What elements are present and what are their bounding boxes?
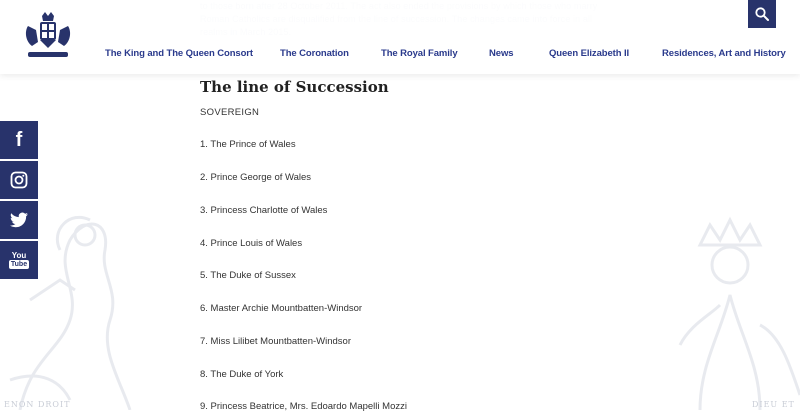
search-icon (755, 7, 769, 21)
nav-news[interactable]: News (489, 48, 514, 59)
nav-royal-family[interactable]: The Royal Family (381, 48, 458, 59)
page-title: The line of Succession (200, 78, 389, 96)
instagram-button[interactable] (0, 161, 38, 199)
youtube-icon-bottom: Tube (10, 261, 28, 268)
left-motto: ENON DROIT (4, 400, 71, 409)
youtube-button[interactable] (0, 241, 38, 279)
site-header (0, 0, 800, 74)
list-item: 4. Prince Louis of Wales (200, 238, 303, 249)
facebook-icon: f (15, 128, 23, 151)
nav-residences-art-history[interactable]: Residences, Art and History (662, 48, 786, 59)
list-item: 5. The Duke of Sussex (200, 270, 296, 281)
nav-coronation[interactable]: The Coronation (280, 48, 349, 59)
list-item: 2. Prince George of Wales (200, 172, 312, 183)
list-item: 1. The Prince of Wales (200, 139, 296, 150)
right-motto: DIEU ET (752, 400, 795, 409)
list-item: 7. Miss Lilibet Mountbatten-Windsor (200, 336, 352, 347)
sovereign-label: SOVEREIGN (200, 107, 260, 118)
twitter-button[interactable] (0, 201, 38, 239)
nav-king-queen-consort[interactable]: The King and The Queen Consort (105, 48, 253, 59)
nav-queen-elizabeth-ii[interactable]: Queen Elizabeth II (549, 48, 630, 59)
instagram-icon (10, 171, 28, 189)
right-heraldic-decoration (660, 205, 800, 410)
list-item: 8. The Duke of York (200, 369, 284, 380)
twitter-icon (10, 212, 28, 228)
list-item: 6. Master Archie Mountbatten-Windsor (200, 303, 363, 314)
youtube-icon-top: You (11, 251, 27, 260)
list-item: 3. Princess Charlotte of Wales (200, 205, 328, 216)
search-button[interactable] (748, 0, 776, 28)
main-navigation (0, 48, 800, 60)
facebook-button[interactable] (0, 121, 38, 159)
list-item: 9. Princess Beatrice, Mrs. Edoardo Mapelli Mozzi (200, 401, 407, 412)
social-links (0, 121, 40, 281)
